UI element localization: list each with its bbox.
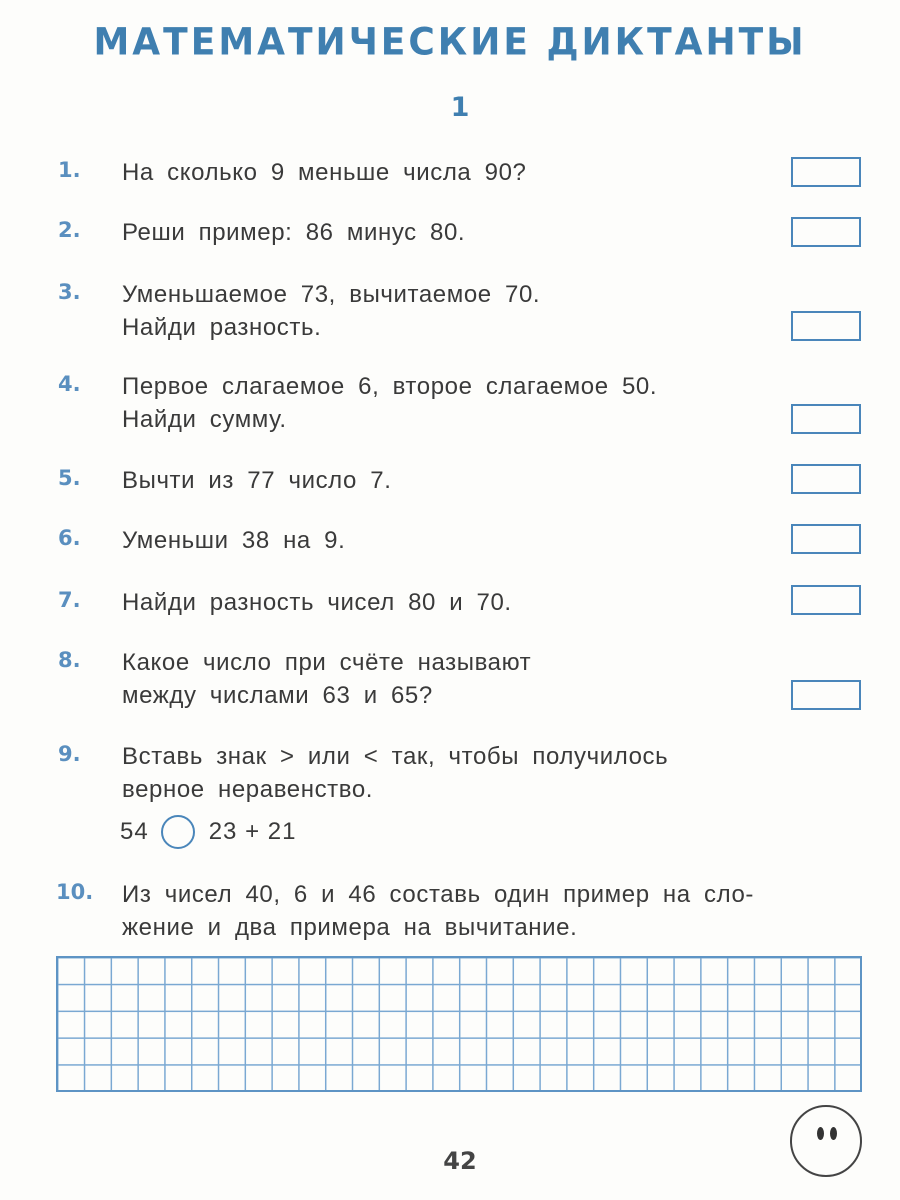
question-text: Какое число при счёте называют между числами 63 и 65? xyxy=(122,649,532,709)
question-number: 5. xyxy=(58,466,81,490)
question-text: Вставь знак > или < так, чтобы получилось верное неравенство. xyxy=(122,743,669,803)
question-number: 1. xyxy=(58,158,81,182)
page-number: 42 xyxy=(443,1147,477,1175)
question-number: 8. xyxy=(58,648,81,672)
question-text: Вычти из 77 число 7. xyxy=(122,467,392,494)
answer-box-2[interactable] xyxy=(791,217,861,247)
worksheet-title: МАТЕМАТИЧЕСКИЕ ДИКТАНТЫ xyxy=(93,20,807,65)
inequality-left: 54 xyxy=(120,818,149,845)
comparison-sign-circle[interactable] xyxy=(161,815,195,849)
answer-box-6[interactable] xyxy=(791,524,861,554)
question-number: 3. xyxy=(58,280,81,304)
answer-box-4[interactable] xyxy=(791,404,861,434)
question-text: Реши пример: 86 минус 80. xyxy=(122,219,466,246)
dictation-number: 1 xyxy=(450,92,470,123)
answer-box-1[interactable] xyxy=(791,157,861,187)
answer-box-7[interactable] xyxy=(791,585,861,615)
inequality-right: 23 + 21 xyxy=(208,818,297,845)
smiley-face-icon xyxy=(790,1105,862,1177)
inequality-expression xyxy=(120,815,296,849)
question-text: Уменьши 38 на 9. xyxy=(122,527,346,554)
question-number: 7. xyxy=(58,588,81,612)
question-text: Уменьшаемое 73, вычитаемое 70. Найди разность. xyxy=(122,281,541,341)
question-text: Первое слагаемое 6, второе слагаемое 50. Найди сумму. xyxy=(122,373,658,433)
answer-grid[interactable] xyxy=(56,956,862,1092)
smiley-eye xyxy=(817,1127,824,1140)
question-number: 9. xyxy=(58,742,81,766)
answer-box-8[interactable] xyxy=(791,680,861,710)
question-number: 6. xyxy=(58,526,81,550)
answer-box-5[interactable] xyxy=(791,464,861,494)
question-number: 10. xyxy=(56,880,94,904)
answer-box-3[interactable] xyxy=(791,311,861,341)
question-text: На сколько 9 меньше числа 90? xyxy=(122,159,527,186)
smiley-eye xyxy=(830,1127,837,1140)
question-text: Найди разность чисел 80 и 70. xyxy=(122,589,512,616)
question-text: Из чисел 40, 6 и 46 составь один пример на сло- жение и два примера на вычитание. xyxy=(122,881,754,941)
question-number: 4. xyxy=(58,372,81,396)
question-number: 2. xyxy=(58,218,81,242)
